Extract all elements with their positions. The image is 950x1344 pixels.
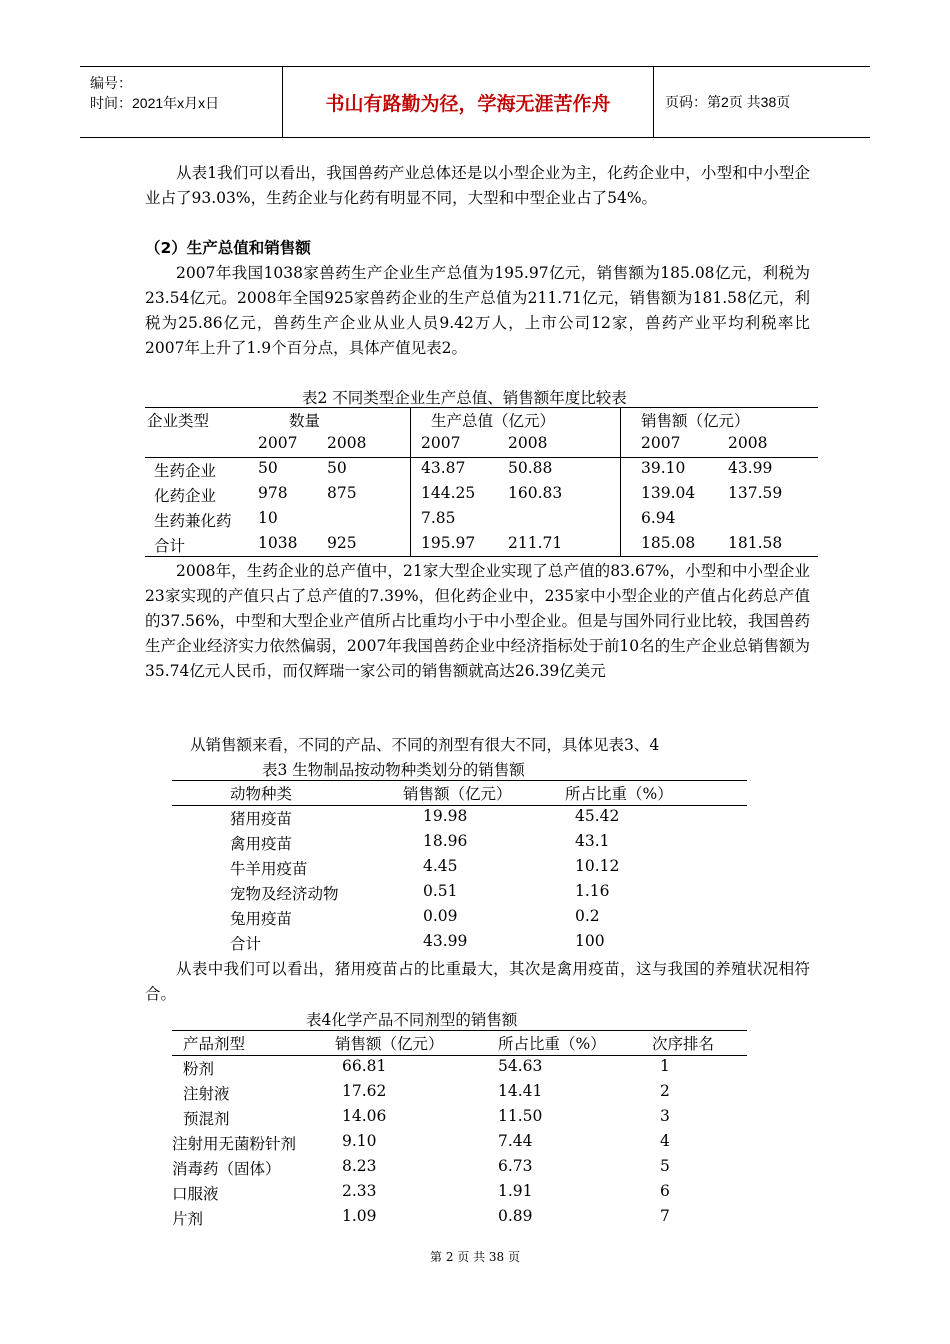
doc-date-label: 时间：2021年x月x日 <box>90 95 220 111</box>
table4-cell: 粉剂 <box>183 1060 215 1078</box>
table4-header: 销售额（亿元） <box>335 1035 444 1053</box>
table2-cell: 144.25 <box>421 484 476 502</box>
section-heading: （2）生产总值和销售额 <box>145 239 311 257</box>
table4-cell: 7.44 <box>498 1132 533 1150</box>
table2-cell: 181.58 <box>728 534 783 552</box>
table4-cell: 消毒药（固体） <box>172 1160 281 1178</box>
table3-cell: 兔用疫苗 <box>230 910 293 928</box>
table2-divider <box>620 407 621 556</box>
table3-top-rule <box>172 780 747 781</box>
table2-cell: 925 <box>327 534 357 552</box>
table3-cell: 合计 <box>230 935 262 953</box>
table4-header: 次序排名 <box>652 1035 715 1053</box>
table2-header-sales: 销售额（亿元） <box>641 412 750 430</box>
table2-cell: 43.87 <box>421 459 466 477</box>
table4-header-rule <box>172 1055 747 1056</box>
table3-cell: 0.2 <box>575 907 600 925</box>
table2-cell: 875 <box>327 484 357 502</box>
table3-cell: 1.16 <box>575 882 610 900</box>
table4-cell: 0.89 <box>498 1207 533 1225</box>
table2-cell: 化药企业 <box>154 487 217 505</box>
table2-cell: 50.88 <box>508 459 553 477</box>
table4-cell: 9.10 <box>342 1132 377 1150</box>
table3-header-rule <box>172 805 747 806</box>
table4-cell: 预混剂 <box>183 1110 230 1128</box>
paragraph-2: 2007年我国1038家兽药生产企业生产总值为195.97亿元，销售额为185.08亿元，利税为23.54亿元。2008年全国925家兽药企业的生产总值为211.71亿元，销售额为181.58亿元，利税为25.86亿元，兽药生产企业从业人员9.42万人，上市公司12家，兽药产业平均利税率比2007年上升了1.9个百分点，具体产值见表2。 <box>145 264 810 357</box>
table2-year: 2008 <box>508 434 548 452</box>
table4-cell: 4 <box>660 1132 670 1150</box>
table4-cell: 注射液 <box>183 1085 230 1103</box>
table2-bottom-rule <box>145 556 818 557</box>
table4-cell: 14.06 <box>342 1107 387 1125</box>
table4-cell: 1.91 <box>498 1182 533 1200</box>
table4-cell: 2 <box>660 1082 670 1100</box>
table2-cell: 195.97 <box>421 534 476 552</box>
paragraph-5: 从表中我们可以看出，猪用疫苗占的比重最大，其次是禽用疫苗，这与我国的养殖状况相符合。 <box>145 960 810 1003</box>
table4-cell: 2.33 <box>342 1182 377 1200</box>
table2-cell: 185.08 <box>641 534 696 552</box>
table2-cell: 10 <box>258 509 278 527</box>
table2-caption: 表2 不同类型企业生产总值、销售额年度比较表 <box>302 389 627 407</box>
table2-year: 2008 <box>327 434 367 452</box>
table4-cell: 5 <box>660 1157 670 1175</box>
table2-header-count: 数量 <box>289 412 321 430</box>
table4-cell: 3 <box>660 1107 670 1125</box>
table2-cell: 39.10 <box>641 459 686 477</box>
table4-cell: 注射用无菌粉针剂 <box>172 1135 297 1153</box>
table3-cell: 43.99 <box>423 932 468 950</box>
table2-year: 2007 <box>641 434 681 452</box>
table3-header: 动物种类 <box>230 785 293 803</box>
table3-cell: 10.12 <box>575 857 620 875</box>
table2-header-type: 企业类型 <box>147 412 210 430</box>
table2-cell: 43.99 <box>728 459 773 477</box>
table3-cell: 牛羊用疫苗 <box>230 860 308 878</box>
table4-header: 产品剂型 <box>183 1035 246 1053</box>
page-footer: 第 2 页 共 38 页 <box>430 1250 520 1264</box>
table2-year: 2007 <box>421 434 461 452</box>
table4-cell: 6 <box>660 1182 670 1200</box>
table4-cell: 17.62 <box>342 1082 387 1100</box>
table3-cell: 宠物及经济动物 <box>230 885 339 903</box>
paragraph-4: 从销售额来看，不同的产品、不同的剂型有很大不同，具体见表3、4 <box>190 736 660 754</box>
table2-header-output: 生产总值（亿元） <box>431 412 556 430</box>
table4-header: 所占比重（%） <box>498 1035 606 1053</box>
table2-cell: 合计 <box>154 537 186 555</box>
table3-cell: 禽用疫苗 <box>230 835 293 853</box>
table2-cell: 137.59 <box>728 484 783 502</box>
table2-cell: 50 <box>258 459 278 477</box>
table3-cell: 18.96 <box>423 832 468 850</box>
table3-cell: 19.98 <box>423 807 468 825</box>
table3-cell: 4.45 <box>423 857 458 875</box>
table2-cell: 978 <box>258 484 288 502</box>
table3-header: 销售额（亿元） <box>403 785 512 803</box>
doc-number-label: 编号： <box>90 75 132 91</box>
table3-caption: 表3 生物制品按动物种类划分的销售额 <box>262 761 525 779</box>
table3-header: 所占比重（%） <box>565 785 673 803</box>
table4-cell: 7 <box>660 1207 670 1225</box>
table4-cell: 片剂 <box>172 1210 204 1228</box>
table2-cell: 139.04 <box>641 484 696 502</box>
table2-cell: 7.85 <box>421 509 456 527</box>
table2-cell: 6.94 <box>641 509 676 527</box>
table3-cell: 0.09 <box>423 907 458 925</box>
table4-top-rule <box>172 1030 747 1031</box>
table2-year: 2007 <box>258 434 298 452</box>
table2-cell: 211.71 <box>508 534 563 552</box>
table2-cell: 1038 <box>258 534 298 552</box>
header-meta <box>80 67 283 137</box>
table3-cell: 100 <box>575 932 605 950</box>
table4-cell: 11.50 <box>498 1107 543 1125</box>
table2-cell: 生药兼化药 <box>154 512 232 530</box>
table3-cell: 45.42 <box>575 807 620 825</box>
table4-cell: 1 <box>660 1057 670 1075</box>
header-page-label: 页码：第2页 共38页 <box>665 94 791 110</box>
table2-cell: 160.83 <box>508 484 563 502</box>
table3-cell: 43.1 <box>575 832 610 850</box>
page-header <box>80 66 870 138</box>
table3-cell: 0.51 <box>423 882 458 900</box>
table4-cell: 口服液 <box>172 1185 219 1203</box>
table4-caption: 表4化学产品不同剂型的销售额 <box>306 1011 518 1029</box>
table4-cell: 66.81 <box>342 1057 387 1075</box>
table2-top-rule <box>145 407 818 408</box>
table4-cell: 54.63 <box>498 1057 543 1075</box>
table2-cell: 生药企业 <box>154 462 217 480</box>
table4-cell: 1.09 <box>342 1207 377 1225</box>
paragraph-3: 2008年，生药企业的总产值中，21家大型企业实现了总产值的83.67%，小型和中小型企业23家实现的产值只占了总产值的7.39%，但化药企业中，235家中小型企业的产值占化药总产值的37.56%，中型和大型企业产值所占比重均小于中小型企业。但是与国外同行业比较，我国兽药生产企业经济实力依然偏弱，2007年我国兽药企业中经济指标处于前10名的生产企业总销售额为35.74亿元人民币，而仅辉瑞一家公司的销售额就高达26.39亿美元 <box>145 562 810 680</box>
table4-cell: 6.73 <box>498 1157 533 1175</box>
table3-cell: 猪用疫苗 <box>230 810 293 828</box>
header-motto: 书山有路勤为径，学海无涯苦作舟 <box>283 67 654 137</box>
table4-cell: 8.23 <box>342 1157 377 1175</box>
table2-year: 2008 <box>728 434 768 452</box>
table2-divider <box>410 407 411 556</box>
table2-cell: 50 <box>327 459 347 477</box>
paragraph-1: 从表1我们可以看出，我国兽药产业总体还是以小型企业为主，化药企业中，小型和中小型企业占了93.03%，生药企业与化药有明显不同，大型和中型企业占了54%。 <box>145 164 810 207</box>
table4-cell: 14.41 <box>498 1082 543 1100</box>
table2-header-rule <box>145 457 818 458</box>
